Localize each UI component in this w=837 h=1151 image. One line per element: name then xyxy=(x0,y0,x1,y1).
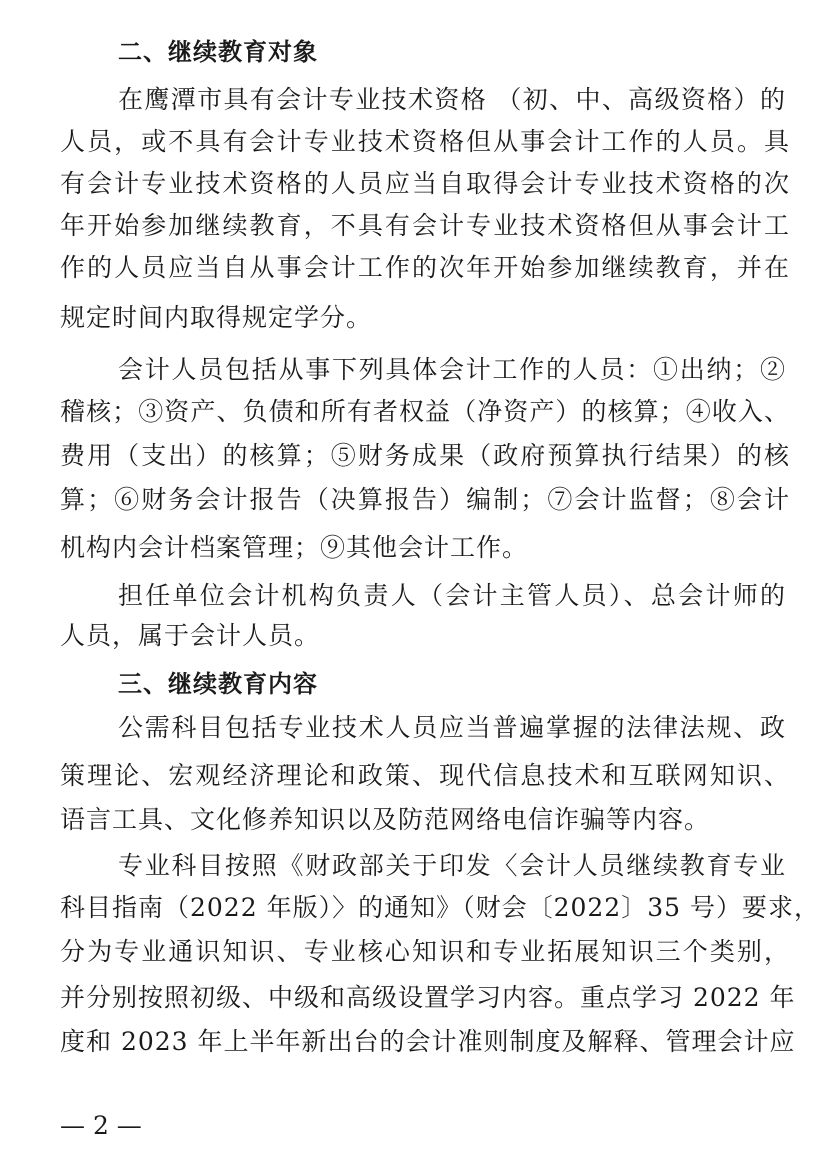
paragraph-line: 在鹰潭市具有会计专业技术资格 （初、中、高级资格）的 xyxy=(118,85,786,114)
paragraph-line: 作的人员应当自从事会计工作的次年开始参加继续教育，并在 xyxy=(60,253,790,282)
paragraph-line: 费用（支出）的核算；⑤财务成果（政府预算执行结果）的核 xyxy=(60,441,790,470)
paragraph-line: 规定时间内取得规定学分。 xyxy=(60,303,373,332)
paragraph-line: 稽核；③资产、负债和所有者权益（净资产）的核算；④收入、 xyxy=(60,397,790,426)
paragraph-line: 年开始参加继续教育，不具有会计专业技术资格但从事会计工 xyxy=(60,211,790,240)
paragraph-line: 机构内会计档案管理；⑨其他会计工作。 xyxy=(60,533,529,562)
paragraph-line: 分为专业通识知识、专业核心知识和专业拓展知识三个类别， xyxy=(60,937,790,966)
paragraph-line: 科目指南（2022 年版）〉的通知》（财会〔2022〕35 号）要求， xyxy=(60,893,820,922)
paragraph-line: 公需科目包括专业技术人员应当普遍掌握的法律法规、政 xyxy=(118,713,786,742)
paragraph-line: 担任单位会计机构负责人（会计主管人员）、总会计师的 xyxy=(118,581,786,610)
paragraph-line: 策理论、宏观经济理论和政策、现代信息技术和互联网知识、 xyxy=(60,761,790,790)
page-number: — 2 — xyxy=(60,1111,142,1140)
paragraph-line: 人员，属于会计人员。 xyxy=(60,621,321,650)
paragraph-line: 并分别按照初级、中级和高级设置学习内容。重点学习 2022 年 xyxy=(60,983,796,1012)
paragraph-line: 算；⑥财务会计报告（决算报告）编制；⑦会计监督；⑧会计 xyxy=(60,485,790,514)
paragraph-line: 度和 2023 年上半年新出台的会计准则制度及解释、管理会计应 xyxy=(60,1027,796,1056)
paragraph-line: 会计人员包括从事下列具体会计工作的人员：①出纳；② xyxy=(118,355,786,384)
paragraph-line: 人员，或不具有会计专业技术资格但从事会计工作的人员。具 xyxy=(60,127,790,156)
section-heading-continuing-education-content: 三、继续教育内容 xyxy=(118,670,318,698)
paragraph-line: 语言工具、文化修养知识以及防范网络电信诈骗等内容。 xyxy=(60,805,711,834)
paragraph-line: 专业科目按照《财政部关于印发〈会计人员继续教育专业 xyxy=(118,851,786,880)
section-heading-continuing-education-target: 二、继续教育对象 xyxy=(118,38,318,66)
paragraph-line: 有会计专业技术资格的人员应当自取得会计专业技术资格的次 xyxy=(60,169,790,198)
